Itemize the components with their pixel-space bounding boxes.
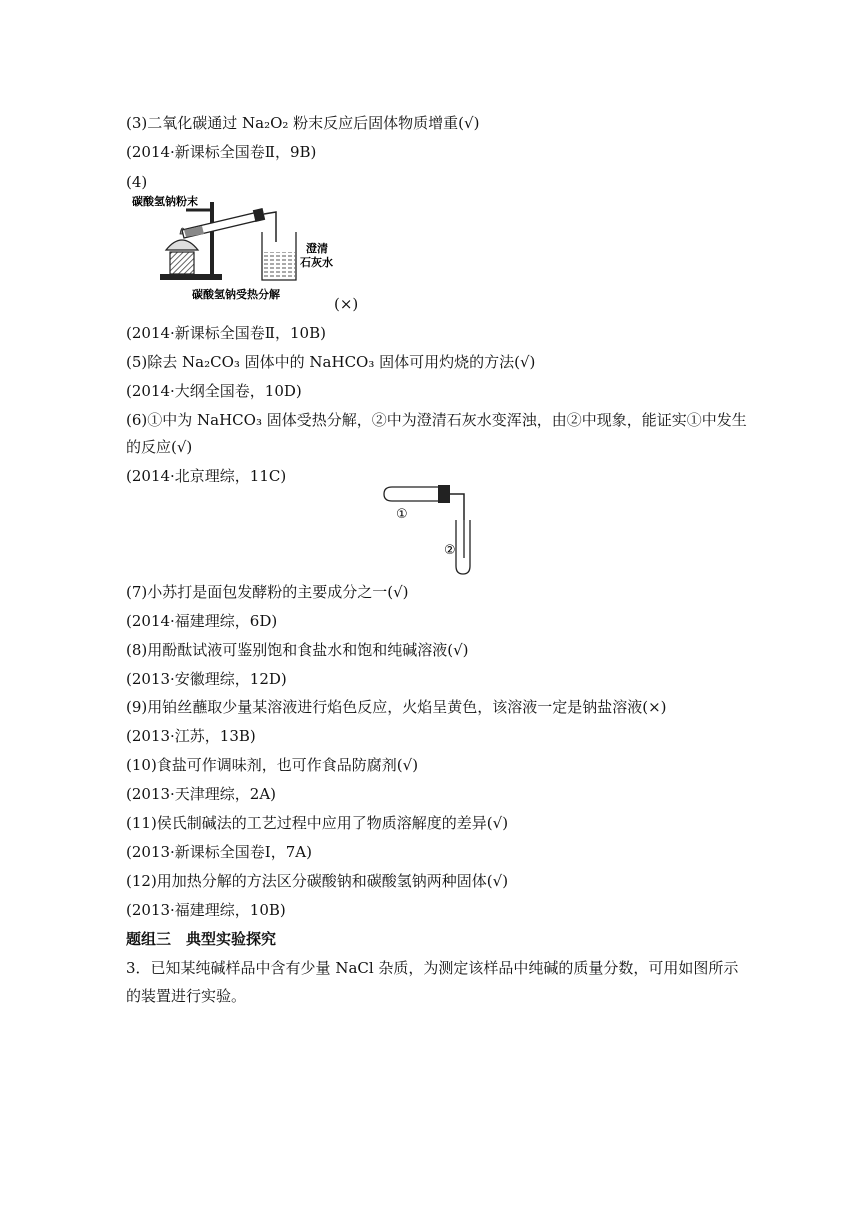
apparatus-figure-tubes bbox=[380, 484, 490, 576]
question-3-line2: 的装置进行实验。 bbox=[126, 987, 247, 1005]
item-12-statement: (12)用加热分解的方法区分碳酸钠和碳酸氢钠两种固体(√) bbox=[126, 872, 509, 890]
item-6-statement-line2: 的反应(√) bbox=[126, 438, 193, 456]
item-10-source: (2013·天津理综，2A) bbox=[126, 785, 277, 803]
question-3-line1: 3．已知某纯碱样品中含有少量 NaCl 杂质，为测定该样品中纯碱的质量分数，可用如图所示 bbox=[126, 959, 739, 977]
item-5-statement: (5)除去 Na₂CO₃ 固体中的 NaHCO₃ 固体可用灼烧的方法(√) bbox=[126, 353, 536, 371]
item-6-statement-line1: (6)①中为 NaHCO₃ 固体受热分解，②中为澄清石灰水变浑浊，由②中现象，能证实①中发生 bbox=[126, 411, 747, 429]
item-3-statement: (3)二氧化碳通过 Na₂O₂ 粉末反应后固体物质增重(√) bbox=[126, 114, 480, 132]
tube-1-stopper bbox=[438, 485, 450, 503]
item-9-statement: (9)用铂丝蘸取少量某溶液进行焰色反应，火焰呈黄色，该溶液一定是钠盐溶液(×) bbox=[126, 698, 667, 716]
item-4-mark: (×) bbox=[334, 295, 359, 313]
item-4-number: (4) bbox=[126, 173, 148, 191]
alcohol-lamp bbox=[166, 240, 198, 250]
section-heading: 题组三 典型实验探究 bbox=[126, 930, 277, 948]
item-7-source: (2014·福建理综，6D) bbox=[126, 612, 278, 630]
item-11-source: (2013·新课标全国卷Ⅰ，7A) bbox=[126, 843, 312, 861]
lamp-block bbox=[170, 252, 194, 274]
label-limewater-2: 石灰水 bbox=[300, 256, 333, 269]
figure-caption: 碳酸氢钠受热分解 bbox=[192, 288, 280, 301]
item-8-statement: (8)用酚酞试液可鉴别饱和食盐水和饱和纯碱溶液(√) bbox=[126, 641, 469, 659]
item-6-source: (2014·北京理综，11C) bbox=[126, 467, 287, 485]
item-5-source: (2014·大纲全国卷，10D) bbox=[126, 382, 302, 400]
tube-1 bbox=[384, 487, 442, 501]
item-4-source: (2014·新课标全国卷Ⅱ，10B) bbox=[126, 324, 326, 342]
lime-water bbox=[263, 252, 295, 279]
label-powder: 碳酸氢钠粉末 bbox=[132, 195, 198, 208]
label-tube-1: ① bbox=[396, 507, 408, 522]
item-3-source: (2014·新课标全国卷Ⅱ，9B) bbox=[126, 143, 317, 161]
item-8-source: (2013·安徽理综，12D) bbox=[126, 670, 287, 688]
item-9-source: (2013·江苏，13B) bbox=[126, 727, 256, 745]
item-7-statement: (7)小苏打是面包发酵粉的主要成分之一(√) bbox=[126, 583, 409, 601]
label-limewater-1: 澄清 bbox=[306, 242, 328, 255]
item-11-statement: (11)侯氏制碱法的工艺过程中应用了物质溶解度的差异(√) bbox=[126, 814, 509, 832]
tube-2 bbox=[456, 520, 470, 574]
item-10-statement: (10)食盐可作调味剂，也可作食品防腐剂(√) bbox=[126, 756, 419, 774]
item-12-source: (2013·福建理综，10B) bbox=[126, 901, 286, 919]
delivery-tube bbox=[264, 212, 276, 242]
stand-rod bbox=[210, 202, 214, 276]
label-tube-2: ② bbox=[444, 543, 456, 558]
